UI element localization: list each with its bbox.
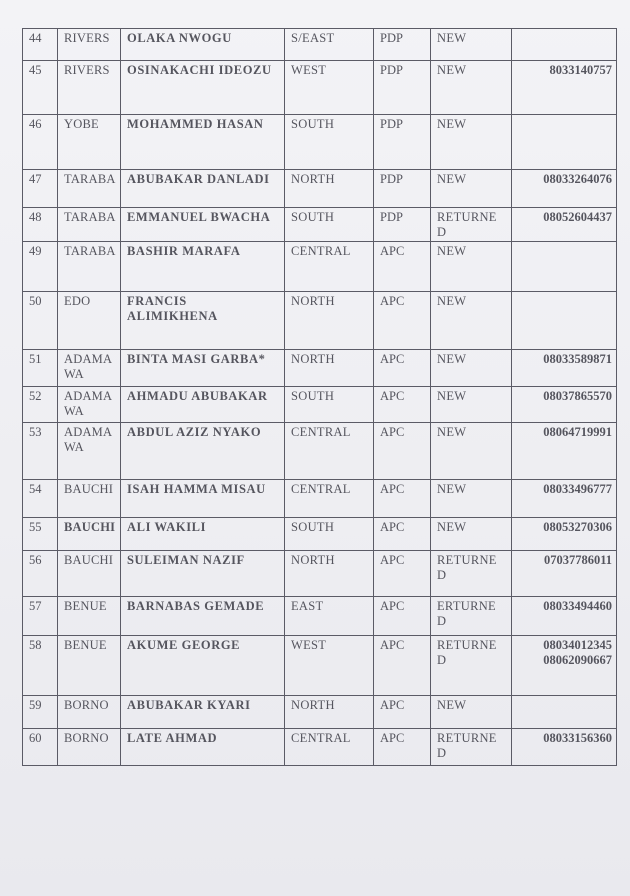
party-cell: APC — [374, 518, 431, 551]
table-row — [23, 115, 617, 170]
phone-number: 08033494460 — [543, 599, 612, 613]
table-row — [23, 387, 617, 423]
phone-cell — [512, 387, 617, 423]
senatorial-zone-cell: SOUTH — [285, 387, 374, 423]
phone-cell — [512, 242, 617, 292]
senatorial-zone-cell: WEST — [285, 636, 374, 696]
party-cell: APC — [374, 292, 431, 350]
party-cell: APC — [374, 350, 431, 387]
senator-name-cell: SULEIMAN NAZIF — [121, 551, 285, 597]
party-cell: PDP — [374, 61, 431, 115]
phone-cell — [512, 423, 617, 480]
table-row — [23, 518, 617, 551]
state-cell: TARABA — [58, 170, 121, 208]
status-cell: RETURNE D — [431, 551, 512, 597]
table-row — [23, 29, 617, 61]
status-cell: RETURNE D — [431, 208, 512, 242]
state-cell: BORNO — [58, 696, 121, 729]
phone-number: 08033496777 — [543, 482, 612, 496]
row-number: 47 — [23, 170, 58, 208]
status-cell: NEW — [431, 480, 512, 518]
table-row — [23, 423, 617, 480]
state-cell: EDO — [58, 292, 121, 350]
senator-name-cell: ABUBAKAR DANLADI — [121, 170, 285, 208]
status-cell: RETURNE D — [431, 729, 512, 766]
senatorial-zone-cell: EAST — [285, 597, 374, 636]
senatorial-zone-cell: CENTRAL — [285, 423, 374, 480]
state-cell: ADAMA WA — [58, 423, 121, 480]
table-row — [23, 208, 617, 242]
phone-number: 08053270306 — [543, 520, 612, 534]
status-cell: NEW — [431, 350, 512, 387]
table-row — [23, 597, 617, 636]
row-number: 45 — [23, 61, 58, 115]
party-cell: APC — [374, 636, 431, 696]
status-cell: NEW — [431, 170, 512, 208]
phone-cell — [512, 518, 617, 551]
senator-name-cell: BINTA MASI GARBA* — [121, 350, 285, 387]
row-number: 52 — [23, 387, 58, 423]
phone-number: 08033589871 — [543, 352, 612, 366]
senatorial-zone-cell: NORTH — [285, 350, 374, 387]
table-row — [23, 551, 617, 597]
table-row — [23, 170, 617, 208]
status-cell: NEW — [431, 61, 512, 115]
row-number: 51 — [23, 350, 58, 387]
senatorial-zone-cell: NORTH — [285, 170, 374, 208]
table-body — [23, 29, 617, 766]
state-cell: BAUCHI — [58, 518, 121, 551]
senatorial-zone-cell: NORTH — [285, 551, 374, 597]
table-row — [23, 61, 617, 115]
phone-cell — [512, 480, 617, 518]
phone-number: 08033264076 — [543, 172, 612, 186]
senatorial-zone-cell: SOUTH — [285, 115, 374, 170]
senator-name-cell: BARNABAS GEMADE — [121, 597, 285, 636]
party-cell: APC — [374, 242, 431, 292]
state-cell: ADAMA WA — [58, 387, 121, 423]
party-cell: APC — [374, 597, 431, 636]
status-cell: ERTURNE D — [431, 597, 512, 636]
state-cell: BENUE — [58, 597, 121, 636]
senatorial-zone-cell: CENTRAL — [285, 729, 374, 766]
table-row — [23, 242, 617, 292]
table-row — [23, 350, 617, 387]
senator-name-cell: EMMANUEL BWACHA — [121, 208, 285, 242]
status-cell: NEW — [431, 387, 512, 423]
party-cell: APC — [374, 729, 431, 766]
row-number: 48 — [23, 208, 58, 242]
table-row — [23, 292, 617, 350]
senator-name-cell: FRANCIS ALIMIKHENA — [121, 292, 285, 350]
party-cell: APC — [374, 696, 431, 729]
status-cell: RETURNE D — [431, 636, 512, 696]
senatorial-zone-cell: WEST — [285, 61, 374, 115]
table-row — [23, 636, 617, 696]
state-cell: YOBE — [58, 115, 121, 170]
state-cell: RIVERS — [58, 61, 121, 115]
phone-cell — [512, 170, 617, 208]
senatorial-zone-cell: CENTRAL — [285, 480, 374, 518]
row-number: 56 — [23, 551, 58, 597]
table-row — [23, 480, 617, 518]
senators-table — [22, 28, 617, 766]
status-cell: NEW — [431, 518, 512, 551]
party-cell: APC — [374, 387, 431, 423]
party-cell: APC — [374, 551, 431, 597]
senator-name-cell: OSINAKACHI IDEOZU — [121, 61, 285, 115]
party-cell: APC — [374, 423, 431, 480]
state-cell: TARABA — [58, 208, 121, 242]
senator-name-cell: ALI WAKILI — [121, 518, 285, 551]
senatorial-zone-cell: NORTH — [285, 292, 374, 350]
row-number: 57 — [23, 597, 58, 636]
phone-cell — [512, 597, 617, 636]
senator-name-cell: BASHIR MARAFA — [121, 242, 285, 292]
row-number: 49 — [23, 242, 58, 292]
phone-number: 07037786011 — [543, 553, 612, 567]
phone-cell — [512, 61, 617, 115]
table-row — [23, 729, 617, 766]
row-number: 58 — [23, 636, 58, 696]
row-number: 59 — [23, 696, 58, 729]
party-cell: APC — [374, 480, 431, 518]
state-cell: BAUCHI — [58, 551, 121, 597]
status-cell: NEW — [431, 423, 512, 480]
phone-cell — [512, 636, 617, 696]
state-cell: ADAMA WA — [58, 350, 121, 387]
phone-cell — [512, 551, 617, 597]
senator-name-cell: AHMADU ABUBAKAR — [121, 387, 285, 423]
phone-number: 08033156360 — [543, 731, 612, 745]
party-cell: PDP — [374, 115, 431, 170]
phone-cell — [512, 696, 617, 729]
phone-cell — [512, 729, 617, 766]
status-cell: NEW — [431, 115, 512, 170]
party-cell: PDP — [374, 29, 431, 61]
phone-number: 08064719991 — [543, 425, 612, 439]
phone-number: 8033140757 — [549, 63, 612, 77]
phone-cell — [512, 208, 617, 242]
row-number: 44 — [23, 29, 58, 61]
senator-name-cell: ABUBAKAR KYARI — [121, 696, 285, 729]
phone-cell — [512, 350, 617, 387]
senator-name-cell: ABDUL AZIZ NYAKO — [121, 423, 285, 480]
row-number: 53 — [23, 423, 58, 480]
phone-cell — [512, 29, 617, 61]
senator-name-cell: MOHAMMED HASAN — [121, 115, 285, 170]
row-number: 46 — [23, 115, 58, 170]
senatorial-zone-cell: SOUTH — [285, 518, 374, 551]
senatorial-zone-cell: S/EAST — [285, 29, 374, 61]
phone-cell — [512, 115, 617, 170]
table-row — [23, 696, 617, 729]
senator-name-cell: AKUME GEORGE — [121, 636, 285, 696]
status-cell: NEW — [431, 292, 512, 350]
phone-cell — [512, 292, 617, 350]
state-cell: BORNO — [58, 729, 121, 766]
senator-name-cell: OLAKA NWOGU — [121, 29, 285, 61]
state-cell: RIVERS — [58, 29, 121, 61]
phone-number: 08037865570 — [543, 389, 612, 403]
row-number: 60 — [23, 729, 58, 766]
row-number: 54 — [23, 480, 58, 518]
phone-number: 08034012345 — [543, 638, 612, 652]
state-cell: TARABA — [58, 242, 121, 292]
phone-number: 08062090667 — [543, 653, 612, 667]
status-cell: NEW — [431, 696, 512, 729]
status-cell: NEW — [431, 29, 512, 61]
senatorial-zone-cell: CENTRAL — [285, 242, 374, 292]
state-cell: BENUE — [58, 636, 121, 696]
row-number: 50 — [23, 292, 58, 350]
phone-number: 08052604437 — [543, 210, 612, 224]
state-cell: BAUCHI — [58, 480, 121, 518]
senatorial-zone-cell: SOUTH — [285, 208, 374, 242]
senatorial-zone-cell: NORTH — [285, 696, 374, 729]
row-number: 55 — [23, 518, 58, 551]
status-cell: NEW — [431, 242, 512, 292]
party-cell: PDP — [374, 208, 431, 242]
senator-name-cell: ISAH HAMMA MISAU — [121, 480, 285, 518]
senator-name-cell: LATE AHMAD — [121, 729, 285, 766]
party-cell: PDP — [374, 170, 431, 208]
